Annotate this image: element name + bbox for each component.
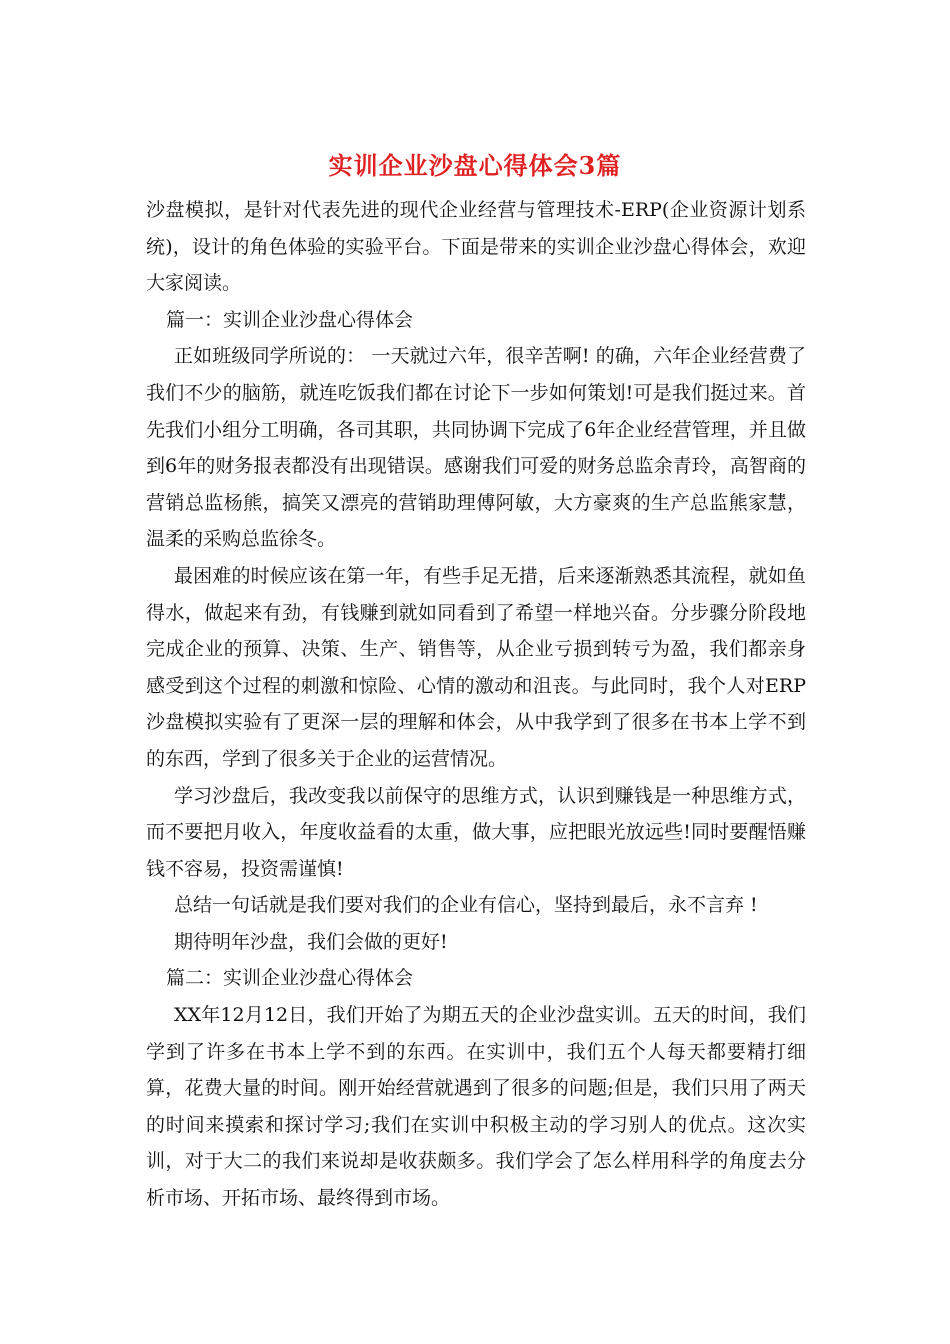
body-paragraph: XX年12月12日，我们开始了为期五天的企业沙盘实训。五天的时间，我们学到了许多在书本上学不到的东西。在实训中，我们五个人每天都要精打细算，花费大量的时间。刚开始经营就遇到了很多的问题;但是，我们只用了两天的时间来摸索和探讨学习;我们在实训中积极主动的学习别人的优点。这次实训，对于大二的我们来说却是收获颇多。我们学会了怎么样用科学的角度去分析市场、开拓市场、最终得到市场。	[146, 1004, 806, 1210]
body-paragraph: 最困难的时候应该在第一年，有些手足无措，后来逐渐熟悉其流程，就如鱼得水，做起来有劲，有钱赚到就如同看到了希望一样地兴奋。分步骤分阶段地完成企业的预算、决策、生产、销售等，从企业亏损到转亏为盈，我们都亲身感受到这个过程的刺激和惊险、心情的激动和沮丧。与此同时，我个人对ERP沙盘模拟实验有了更深一层的理解和体会，从中我学到了很多在书本上学不到的东西，学到了很多关于企业的运营情况。	[146, 564, 806, 770]
section-heading-1: 篇一：实训企业沙盘心得体会	[166, 308, 414, 331]
body-paragraph: 期待明年沙盘，我们会做的更好!	[174, 930, 448, 953]
document-body	[146, 192, 806, 1217]
intro-paragraph: 沙盘模拟，是针对代表先进的现代企业经营与管理技术-ERP(企业资源计划系统)，设计的角色体验的实验平台。下面是带来的实训企业沙盘心得体会，欢迎大家阅读。	[146, 199, 806, 295]
section-heading-2: 篇二：实训企业沙盘心得体会	[166, 967, 414, 990]
body-paragraph: 学习沙盘后，我改变我以前保守的思维方式，认识到赚钱是一种思维方式，而不要把月收入，年度收益看的太重，做大事，应把眼光放远些!同时要醒悟赚钱不容易，投资需谨慎!	[146, 784, 806, 880]
body-paragraph: 总结一句话就是我们要对我们的企业有信心，坚持到最后，永不言弃 !	[174, 894, 758, 917]
body-paragraph: 正如班级同学所说的： 一天就过六年，很辛苦啊! 的确，六年企业经营费了我们不少的脑筋，就连吃饭我们都在讨论下一步如何策划!可是我们挺过来。首先我们小组分工明确，各司其职，共同协调下完成了6年企业经营管理，并且做到6年的财务报表都没有出现错误。感谢我们可爱的财务总监余青玲，高智商的营销总监杨熊，搞笑又漂亮的营销助理傅阿敏，大方豪爽的生产总监熊家慧，温柔的采购总监徐冬。	[146, 345, 806, 551]
document-title: 实训企业沙盘心得体会3篇	[328, 151, 622, 180]
